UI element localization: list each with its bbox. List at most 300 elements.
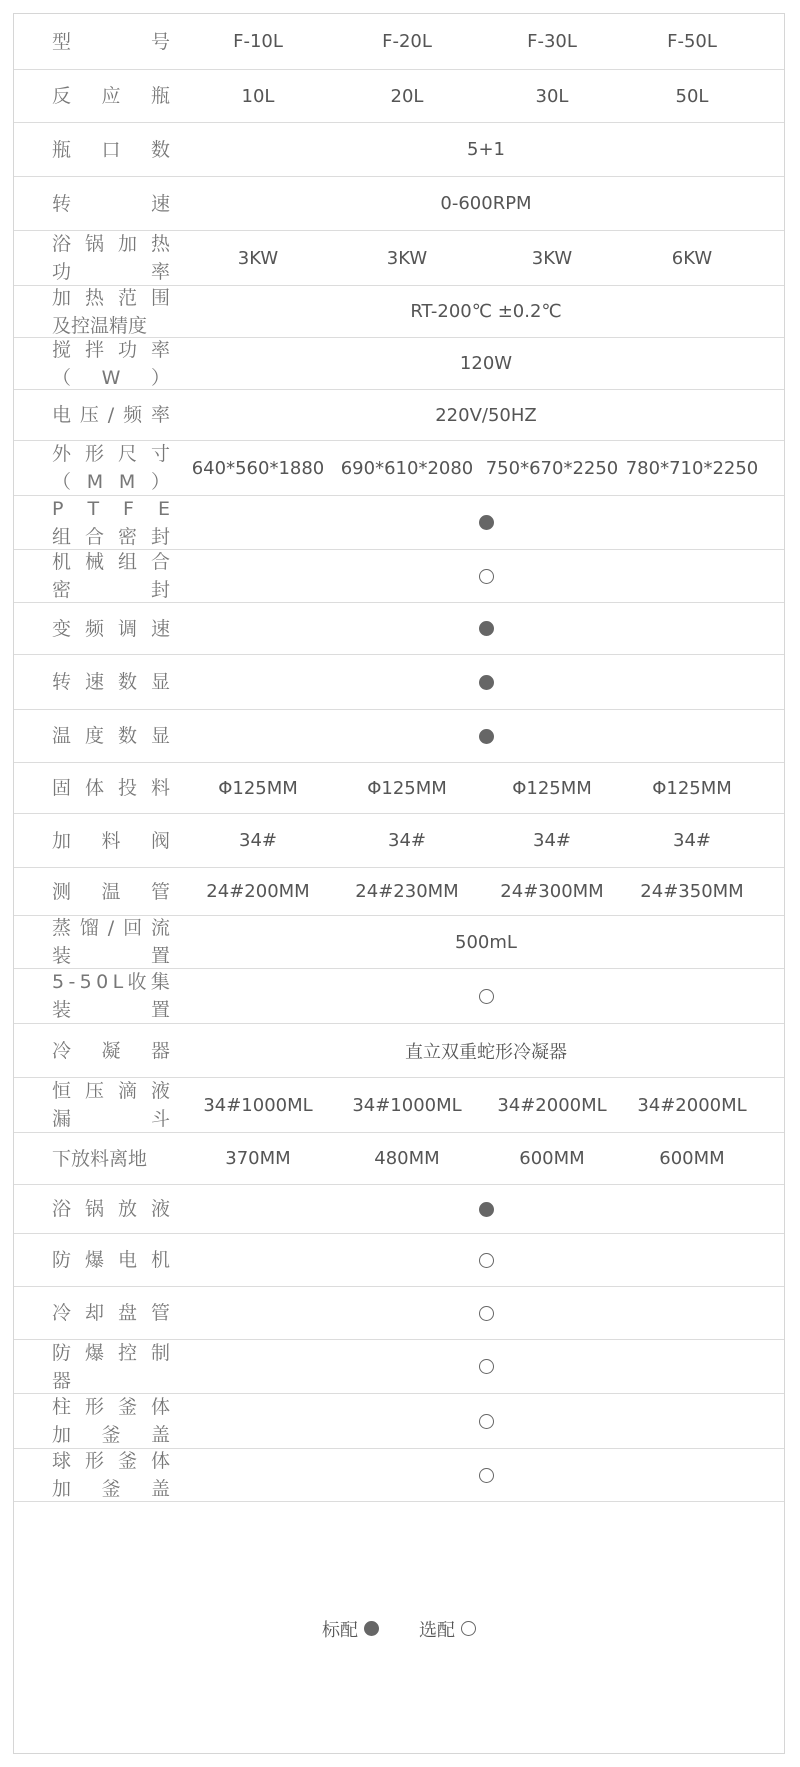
row-label-char: 管 (150, 1302, 170, 1324)
spec-row (14, 602, 784, 654)
row-label-char: 功 (117, 338, 137, 361)
row-label (52, 550, 170, 602)
row-label (52, 338, 170, 389)
spec-row (14, 389, 784, 440)
row-label-line (52, 827, 170, 855)
filled-circle-icon (479, 675, 494, 690)
row-label-line (52, 136, 170, 164)
row-label-char: 盘 (117, 1302, 137, 1324)
row-label-line (52, 548, 170, 576)
row-label-char: 形 (84, 443, 104, 465)
row-label-char: 率 (150, 404, 170, 426)
spec-row (14, 1233, 784, 1286)
spec-value-cell: 600MM (519, 1148, 585, 1169)
row-label-line (52, 1367, 170, 1395)
row-label-char: 测 (52, 880, 72, 903)
row-label-char: 体 (84, 777, 104, 799)
row-label-char: 防 (52, 1341, 72, 1364)
spec-value-cell: 34# (533, 830, 571, 851)
row-label-char: 置 (150, 999, 170, 1021)
row-label (52, 123, 170, 176)
row-label-line (52, 258, 170, 286)
spec-row (14, 176, 784, 230)
spec-value-cell: 6KW (671, 247, 713, 269)
row-label-char: 器 (150, 1039, 170, 1062)
row-label-char: 漏 (52, 1108, 72, 1130)
row-label-char: 防 (52, 1249, 72, 1271)
row-label-char: 机 (150, 1249, 170, 1271)
row-label-char: 流 (150, 917, 170, 939)
row-label (52, 441, 170, 495)
row-label (52, 286, 170, 337)
row-label-char: 功 (52, 261, 72, 283)
row-label-char: 柱 (52, 1396, 72, 1418)
row-label-char: 馏 (79, 917, 99, 939)
row-label-char: 5 (52, 971, 65, 993)
row-label-line (52, 230, 170, 258)
row-label-line (52, 774, 170, 802)
row-label-char: 形 (84, 1450, 104, 1472)
row-label-line (52, 576, 170, 604)
spec-mark-cell (170, 710, 800, 762)
spec-row (14, 549, 784, 602)
model-cell: F-10L (233, 31, 283, 52)
row-label-char: 蒸 (52, 917, 72, 939)
row-label-char: 显 (150, 671, 170, 693)
row-label-char: 盖 (150, 1478, 170, 1500)
filled-circle-icon (479, 515, 494, 530)
spec-row (14, 1077, 784, 1132)
spec-value-cell: Φ125MM (652, 777, 732, 799)
empty-circle-icon (461, 1621, 476, 1636)
row-label-char: 型 (52, 30, 72, 53)
row-label (52, 969, 170, 1023)
row-label-char: F (123, 497, 134, 520)
legend-item (419, 1616, 476, 1642)
spec-value-cell: 750*670*2250 (485, 457, 619, 479)
spec-row (14, 495, 784, 549)
row-label-char: M (86, 471, 104, 493)
row-label-char: 冷 (52, 1039, 72, 1062)
spec-value-cell: 直立双重蛇形冷凝器 (405, 1041, 567, 1063)
row-label (52, 603, 170, 654)
spec-value-cell: 34#2000ML (637, 1094, 747, 1116)
row-label-char: T (87, 497, 100, 520)
legend-row (14, 1501, 784, 1755)
row-label-char: 浴 (52, 1198, 72, 1220)
spec-mark-cell (170, 550, 800, 602)
row-label-char: 放 (117, 1198, 137, 1220)
spec-value-cell: 220V/50HZ (435, 404, 537, 426)
empty-circle-icon (479, 1253, 494, 1268)
row-label-char: 号 (150, 30, 170, 53)
spec-row (14, 867, 784, 915)
spec-value-cell: RT-200℃ ±0.2℃ (410, 301, 562, 322)
spec-value-cell: 690*610*2080 (340, 457, 474, 479)
row-label-char: 率 (150, 338, 170, 361)
row-label (52, 231, 170, 285)
row-label-char: / (107, 404, 115, 426)
header-row (14, 14, 784, 69)
row-label-char: 封 (150, 525, 170, 548)
row-label-char: P (52, 497, 64, 520)
empty-circle-icon (479, 569, 494, 584)
row-label-line (52, 401, 170, 429)
row-label-char: 合 (84, 525, 104, 548)
model-cell: F-30L (527, 31, 577, 52)
row-label-char: 压 (84, 1080, 104, 1102)
row-label-char: 爆 (84, 1341, 104, 1364)
row-label-char: 速 (150, 617, 170, 640)
spec-row (14, 1023, 784, 1077)
row-label-char: 冷 (52, 1302, 72, 1324)
spec-value-cell: 0-600RPM (440, 193, 532, 214)
row-label-char: 频 (123, 404, 143, 426)
row-label-char: 组 (117, 551, 137, 573)
row-label-char: 锅 (84, 233, 104, 255)
row-label-line (52, 364, 170, 392)
row-label-char: ） (150, 471, 170, 493)
row-label-char: 密 (117, 525, 137, 548)
row-label-line (52, 942, 170, 970)
row-label-char: 瓶 (150, 85, 170, 107)
spec-mark-cell (170, 603, 800, 654)
spec-mark-cell (170, 1185, 800, 1233)
empty-circle-icon (479, 1306, 494, 1321)
row-label-char: ） (150, 366, 170, 389)
row-label (52, 1449, 170, 1501)
legend (14, 1502, 784, 1755)
spec-value-cell: 120W (459, 353, 513, 374)
spec-value-cell: 34#2000ML (497, 1094, 607, 1116)
row-label-char: 控 (117, 1341, 137, 1364)
row-label-char: 搅 (52, 338, 72, 361)
row-label-line (52, 1037, 170, 1065)
spec-value-cell: Φ125MM (512, 777, 592, 799)
row-label-char: 调 (117, 617, 137, 640)
row-label-line (52, 82, 170, 110)
row-label-char: 温 (52, 725, 72, 747)
row-label (52, 1078, 170, 1132)
row-label-char: 体 (150, 1450, 170, 1472)
row-label-line (52, 523, 170, 551)
row-label-char: 液 (150, 1198, 170, 1220)
row-label-char: 转 (52, 671, 72, 693)
model-cell: F-20L (382, 31, 432, 52)
row-label-char: 合 (150, 551, 170, 573)
row-label-char: 热 (150, 233, 170, 255)
row-label-char: 固 (52, 777, 72, 799)
spec-mark-cell (170, 496, 800, 549)
spec-value-cell: 34# (239, 830, 277, 851)
row-label-char: 加 (52, 829, 72, 852)
spec-mark-cell (170, 1449, 800, 1501)
row-label-char: 釜 (117, 1396, 137, 1418)
spec-row (14, 285, 784, 337)
row-label-char: - (68, 971, 76, 993)
row-label (52, 1394, 170, 1448)
legend-item (322, 1616, 379, 1642)
row-label (52, 868, 170, 915)
spec-value-cell: 640*560*1880 (191, 457, 325, 479)
row-label-char: 料 (150, 777, 170, 799)
row-label-char: 却 (84, 1302, 104, 1324)
row-label-line (52, 1421, 170, 1449)
spec-row (14, 654, 784, 709)
row-label-char: 集 (150, 971, 170, 993)
row-label-char: 球 (52, 1450, 72, 1472)
row-label-char: 回 (123, 917, 143, 939)
spec-value-cell: 24#300MM (500, 881, 604, 902)
row-label-char: 度 (84, 725, 104, 747)
row-label-char: 外 (52, 443, 72, 465)
row-label-char: 锅 (84, 1198, 104, 1220)
row-label-char: 盖 (150, 1424, 170, 1446)
row-label-char: 料 (101, 829, 121, 852)
spec-value-cell: 370MM (225, 1148, 291, 1169)
row-label-char: 转 (52, 192, 72, 215)
row-label-char: 瓶 (52, 138, 72, 161)
row-label (52, 390, 170, 440)
spec-value-cell: 10L (241, 85, 275, 107)
row-label-char: 0 (96, 971, 109, 993)
spec-value-cell: 20L (390, 85, 424, 107)
row-label-char: 恒 (52, 1080, 72, 1102)
row-label-char: 频 (84, 617, 104, 640)
spec-row (14, 915, 784, 968)
row-label-char: 尺 (117, 443, 137, 465)
row-label-char: E (157, 497, 170, 520)
row-label-char: 液 (150, 1080, 170, 1102)
spec-value-cell: 30L (535, 85, 569, 107)
row-label-char: 置 (150, 945, 170, 967)
row-label-line (52, 495, 170, 523)
row-label-char: 釜 (101, 1478, 121, 1500)
row-label-char: 加 (117, 233, 137, 255)
row-label-line (52, 1145, 170, 1173)
filled-circle-icon (364, 1621, 379, 1636)
row-label-line (52, 968, 170, 996)
row-label-char: 应 (101, 85, 121, 107)
row-label-line (52, 668, 170, 696)
empty-circle-icon (479, 989, 494, 1004)
filled-circle-icon (479, 1202, 494, 1217)
row-label-char: 围 (150, 286, 170, 309)
row-label-char: 形 (84, 1396, 104, 1418)
row-label (52, 1133, 170, 1184)
row-label-char: 爆 (84, 1249, 104, 1271)
spec-value-cell: 3KW (237, 247, 279, 269)
spec-value-cell: 34#1000ML (203, 1094, 313, 1116)
spec-row (14, 337, 784, 389)
row-label (52, 177, 170, 230)
spec-value-cell: 24#350MM (640, 881, 744, 902)
row-label-line (52, 878, 170, 906)
row-label-char: 压 (79, 404, 99, 426)
row-label-char: 拌 (84, 338, 104, 361)
row-label-char: 数 (117, 671, 137, 693)
row-label (52, 916, 170, 968)
row-label-char: 滴 (117, 1080, 137, 1102)
row-label-char: 电 (52, 404, 72, 426)
row-label-char: 收 (127, 971, 147, 993)
spec-mark-cell (170, 655, 800, 709)
legend-label: 选配 (419, 1619, 455, 1641)
row-label-line (52, 190, 170, 218)
spec-row (14, 440, 784, 495)
row-label-line (52, 996, 170, 1024)
row-label-char: W (101, 366, 121, 389)
spec-mark-cell (170, 1287, 800, 1339)
row-label-char: 速 (84, 671, 104, 693)
row-label-char: 制 (150, 1341, 170, 1364)
spec-value-cell: 34#1000ML (352, 1094, 462, 1116)
row-label-char: 率 (150, 261, 170, 283)
spec-value-cell: 600MM (659, 1148, 725, 1169)
spec-row (14, 1339, 784, 1393)
row-label (52, 496, 170, 549)
row-label (52, 1340, 170, 1393)
row-label-line (52, 1077, 170, 1105)
spec-row (14, 1286, 784, 1339)
row-label (52, 655, 170, 709)
empty-circle-icon (479, 1468, 494, 1483)
empty-circle-icon (479, 1414, 494, 1429)
row-label-char: 加 (52, 1478, 72, 1500)
spec-row (14, 122, 784, 176)
row-label-line (52, 1299, 170, 1327)
filled-circle-icon (479, 621, 494, 636)
empty-circle-icon (479, 1359, 494, 1374)
row-label-char: 浴 (52, 233, 72, 255)
row-label-char: 凝 (101, 1039, 121, 1062)
row-label (52, 1024, 170, 1077)
spec-row (14, 968, 784, 1023)
row-label-char: 组 (52, 525, 72, 548)
row-label-line (52, 440, 170, 468)
row-label-char: 管 (150, 880, 170, 903)
row-label-char: 封 (150, 579, 170, 601)
row-label-char: 温 (101, 880, 121, 903)
row-label-char: 反 (52, 85, 72, 107)
spec-row (14, 709, 784, 762)
spec-value-cell: 50L (675, 85, 709, 107)
row-label-char: 数 (117, 725, 137, 747)
row-label-char: 5 (79, 971, 92, 993)
row-label-char: 械 (84, 551, 104, 573)
row-label-char: 装 (52, 945, 72, 967)
spec-row (14, 1184, 784, 1233)
spec-row (14, 1132, 784, 1184)
row-label-char: M (118, 471, 136, 493)
row-label (52, 814, 170, 867)
row-label-char: 电 (117, 1249, 137, 1271)
row-label-char: 数 (150, 138, 170, 161)
row-label-char: 变 (52, 617, 72, 640)
row-label-line (52, 1246, 170, 1274)
spec-value-cell: 3KW (386, 247, 428, 269)
row-label-line (52, 284, 170, 312)
row-label-line (52, 1105, 170, 1133)
row-label-char: 范 (117, 286, 137, 309)
row-label-line (52, 615, 170, 643)
row-label-char: 口 (101, 138, 121, 161)
spec-row (14, 230, 784, 285)
spec-value-cell: 780*710*2250 (625, 457, 759, 479)
row-label-char: 阀 (150, 829, 170, 852)
row-label-char: （ (52, 366, 72, 389)
spec-mark-cell (170, 1234, 800, 1286)
spec-mark-cell (170, 969, 800, 1023)
spec-row (14, 813, 784, 867)
row-label-line (52, 722, 170, 750)
row-label (52, 1287, 170, 1339)
row-label-char: 釜 (117, 1450, 137, 1472)
row-label-char: / (107, 917, 115, 939)
row-label-char: 投 (117, 777, 137, 799)
row-label-char: （ (52, 471, 72, 493)
row-label (52, 70, 170, 122)
row-label-char: 机 (52, 551, 72, 573)
spec-value-cell: 34# (388, 830, 426, 851)
row-label-char: 装 (52, 999, 72, 1021)
row-label (52, 710, 170, 762)
row-label-line (52, 1195, 170, 1223)
row-label-line (52, 914, 170, 942)
spec-value-cell: 5+1 (467, 139, 505, 160)
spec-row (14, 1393, 784, 1448)
filled-circle-icon (479, 729, 494, 744)
row-label-char: 加 (52, 286, 72, 309)
row-label (52, 1185, 170, 1233)
model-cell: F-50L (667, 31, 717, 52)
row-label-line (52, 336, 170, 364)
spec-mark-cell (170, 1394, 800, 1448)
header-label (52, 14, 170, 69)
row-label-char: 密 (52, 579, 72, 601)
row-label-char: 斗 (150, 1108, 170, 1130)
row-label-char: 下放料离地 (52, 1147, 148, 1170)
spec-row (14, 762, 784, 813)
row-label-line (52, 1447, 170, 1475)
row-label-char: 热 (84, 286, 104, 309)
spec-value-cell: 500mL (455, 931, 517, 953)
spec-value-cell: 3KW (531, 247, 573, 269)
spec-value-cell: Φ125MM (218, 777, 298, 799)
row-label-line (52, 468, 170, 496)
row-label-char: 寸 (150, 443, 170, 465)
row-label-line (52, 28, 170, 56)
spec-value-cell: 34# (673, 830, 711, 851)
spec-value-cell: 24#230MM (355, 881, 459, 902)
row-label-char: 速 (150, 192, 170, 215)
spec-mark-cell (170, 1340, 800, 1393)
row-label-char: 釜 (101, 1424, 121, 1446)
spec-table (13, 13, 785, 1754)
spec-value-cell: 480MM (374, 1148, 440, 1169)
spec-value-cell: 24#200MM (206, 881, 310, 902)
row-label (52, 1234, 170, 1286)
row-label-char: 及控温精度 (52, 314, 148, 337)
spec-value-cell: Φ125MM (367, 777, 447, 799)
row-label-char: 加 (52, 1424, 72, 1446)
row-label-line (52, 1475, 170, 1503)
row-label-char: 器 (52, 1369, 72, 1392)
row-label-char: L (112, 971, 124, 993)
row-label (52, 763, 170, 813)
row-label-char: 体 (150, 1396, 170, 1418)
row-label-line (52, 1393, 170, 1421)
